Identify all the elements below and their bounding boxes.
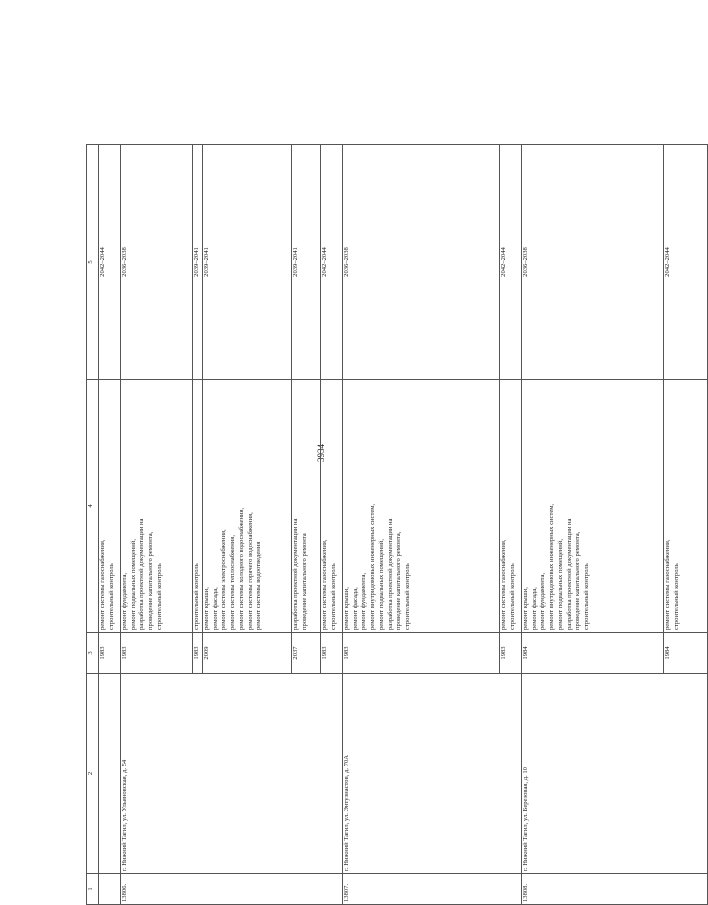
- work-item: строительный контроль: [107, 563, 115, 630]
- year-cell: 2037: [292, 633, 321, 674]
- works-cell: [99, 380, 121, 633]
- period-cell: 2039–2041: [203, 145, 292, 380]
- row-number-cell: 13808.: [522, 874, 708, 905]
- capital-repair-table: [86, 144, 708, 905]
- works-cell: [343, 380, 500, 633]
- work-item: разработка проектной документации на: [565, 518, 573, 630]
- header-cell-3: 3: [87, 633, 99, 674]
- year-cell: 1983: [343, 633, 500, 674]
- works-cell: [664, 380, 708, 633]
- works-cell: [193, 380, 203, 633]
- work-item: ремонт фасада,: [530, 587, 538, 630]
- table-row: [121, 145, 193, 905]
- work-item: проведение капитального ремонта,: [395, 531, 403, 630]
- year-cell: 1983: [500, 633, 522, 674]
- work-item: разработка проектной документации на: [138, 518, 146, 630]
- period-cell: 2042–2044: [99, 145, 121, 380]
- work-item: ремонт фасада,: [351, 587, 359, 630]
- year-cell: 2009: [203, 633, 292, 674]
- table-row: [343, 145, 500, 905]
- year-cell: 1983: [193, 633, 203, 674]
- period-cell: 2042–2044: [664, 145, 708, 380]
- address-cell: г. Нижний Тагил, ул. Энтузиастов, д. 70А: [343, 674, 522, 874]
- table-row: [522, 145, 664, 905]
- period-cell: 2036–2038: [522, 145, 664, 380]
- period-cell: 2042–2044: [500, 145, 522, 380]
- work-item: ремонт внутридомовых инженерных систем,: [369, 503, 377, 630]
- period-cell: 2036–2038: [343, 145, 500, 380]
- work-item: строительный контроль: [193, 563, 200, 630]
- header-cell-1: 1: [87, 874, 99, 905]
- work-item: разработка проектной документации на: [386, 518, 394, 630]
- work-item: ремонт системы газоснабжения,: [500, 539, 507, 630]
- work-item: разработка проектной документации на: [292, 518, 299, 630]
- table-row: [99, 145, 121, 905]
- work-item: ремонт фундамента,: [539, 572, 547, 630]
- work-item: ремонт крыши,: [522, 587, 529, 630]
- period-cell: 2039–2041: [193, 145, 203, 380]
- works-cell: [522, 380, 664, 633]
- period-cell: 2036–2038: [121, 145, 193, 380]
- work-item: ремонт системы теплоснабжения,: [229, 535, 237, 630]
- year-cell: 1983: [321, 633, 343, 674]
- works-cell: [500, 380, 522, 633]
- header-cell-2: 2: [87, 674, 99, 874]
- work-item: ремонт фундамента,: [360, 572, 368, 630]
- works-cell: [321, 380, 343, 633]
- work-item: проведение капитального ремонта,: [147, 531, 155, 630]
- year-cell: 1984: [522, 633, 664, 674]
- address-cell: г. Нижний Тагил, ул. Березовая, д. 10: [522, 674, 708, 874]
- work-item: ремонт системы горячего водоснабжения,: [246, 512, 254, 630]
- year-cell: 1983: [99, 633, 121, 674]
- work-item: ремонт системы электроснабжения,: [220, 529, 228, 630]
- work-item: строительный контроль: [155, 563, 163, 630]
- work-item: проведение капитального ремонта: [300, 533, 308, 630]
- work-item: ремонт системы водоотведения: [255, 541, 263, 630]
- header-cell-5: 5: [87, 145, 99, 380]
- work-item: ремонт подвальных помещений,: [377, 539, 385, 630]
- work-item: строительный контроль: [508, 563, 516, 630]
- header-row: [87, 145, 99, 905]
- work-item: ремонт крыши,: [203, 587, 210, 630]
- work-item: проведение капитального ремонта,: [574, 531, 582, 630]
- work-item: ремонт фундамента,: [121, 572, 128, 630]
- work-item: строительный контроль: [403, 563, 411, 630]
- work-item: ремонт системы газоснабжения,: [664, 539, 671, 630]
- work-item: ремонт системы газоснабжения,: [99, 539, 106, 630]
- period-cell: 2039–2041: [292, 145, 321, 380]
- year-cell: 1984: [664, 633, 708, 674]
- year-cell: 1983: [121, 633, 193, 674]
- work-item: ремонт подвальных помещений,: [556, 539, 564, 630]
- work-item: строительный контроль: [582, 563, 590, 630]
- work-item: строительный контроль: [672, 563, 680, 630]
- header-cell-4: 4: [87, 380, 99, 633]
- work-item: ремонт системы холодного водоснабжения,: [237, 507, 245, 630]
- works-cell: [121, 380, 193, 633]
- row-number-cell: 13807.: [343, 874, 522, 905]
- row-number-cell: 13806.: [121, 874, 343, 905]
- work-item: ремонт системы газоснабжения,: [321, 539, 328, 630]
- work-item: строительный контроль: [329, 563, 337, 630]
- rotated-page: [86, 145, 680, 905]
- work-item: ремонт фасада,: [211, 587, 219, 630]
- work-item: ремонт внутридомовых инженерных систем,: [548, 503, 556, 630]
- address-cell: г. Нижний Тагил, ул. Ульяновская, д. 54: [121, 674, 343, 874]
- work-item: ремонт подвальных помещений,: [129, 539, 137, 630]
- works-cell: [292, 380, 321, 633]
- row-number-cell: [99, 874, 121, 905]
- page-number: 3934: [316, 444, 326, 462]
- address-cell: [99, 674, 121, 874]
- work-item: ремонт крыши,: [343, 587, 350, 630]
- works-cell: [203, 380, 292, 633]
- period-cell: 2042–2044: [321, 145, 343, 380]
